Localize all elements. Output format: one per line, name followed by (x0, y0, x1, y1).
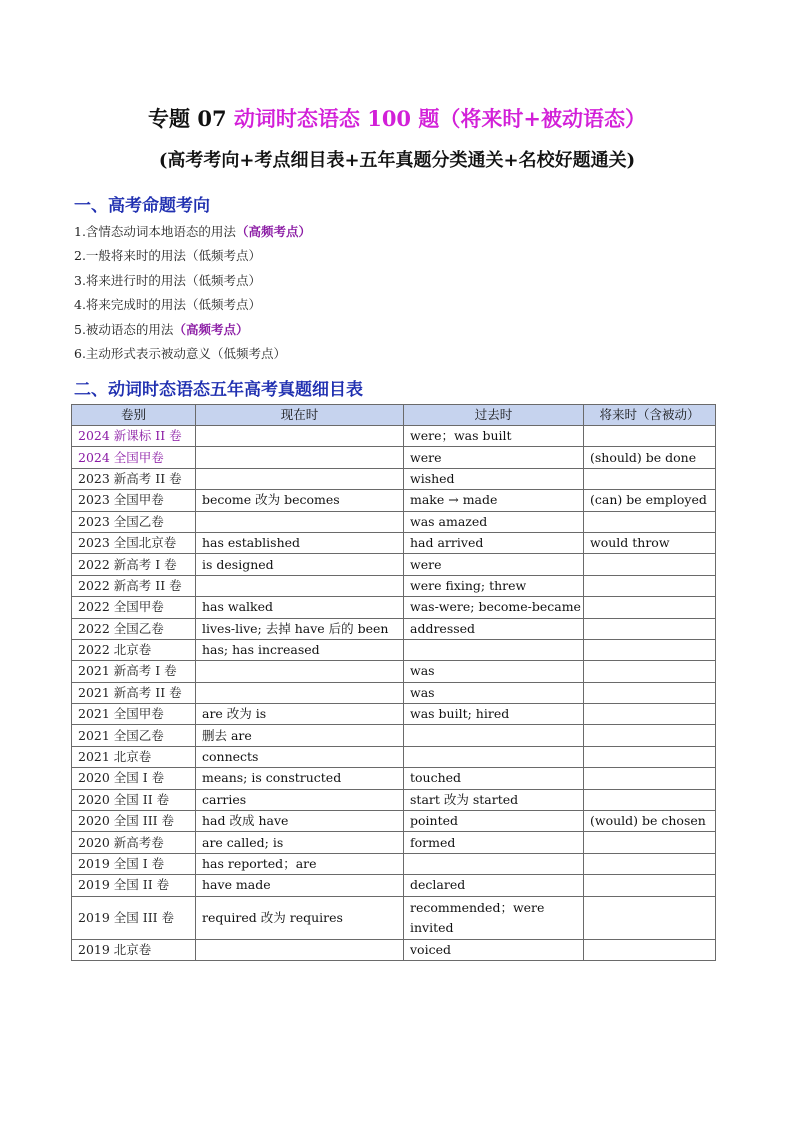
cell-paper: 2022 新高考 II 卷 (72, 575, 196, 596)
cell-past: addressed (404, 618, 584, 639)
cell-future (584, 875, 716, 896)
cell-future (584, 468, 716, 489)
cell-paper: 2022 北京卷 (72, 639, 196, 660)
cell-future: (would) be chosen (584, 811, 716, 832)
table-row (72, 939, 716, 960)
cell-past: pointed (404, 811, 584, 832)
table-row (72, 575, 716, 596)
column-header-paper: 卷别 (72, 405, 196, 426)
cell-present: lives-live; 去掉 have 后的 been (196, 618, 404, 639)
cell-past: wished (404, 468, 584, 489)
cell-past: declared (404, 875, 584, 896)
column-header-present: 现在时 (196, 405, 404, 426)
cell-past: voiced (404, 939, 584, 960)
cell-present: are called; is (196, 832, 404, 853)
exam-points-list (74, 220, 311, 366)
cell-paper: 2019 北京卷 (72, 939, 196, 960)
cell-past (404, 853, 584, 874)
exam-point-text: 6.主动形式表示被动意义 (74, 345, 211, 361)
cell-paper: 2022 新高考 I 卷 (72, 554, 196, 575)
table-row (72, 682, 716, 703)
cell-future (584, 661, 716, 682)
table-row (72, 832, 716, 853)
cell-paper: 2021 全国甲卷 (72, 704, 196, 725)
cell-paper: 2021 新高考 II 卷 (72, 682, 196, 703)
cell-future (584, 853, 716, 874)
cell-paper: 2024 新课标 II 卷 (72, 426, 196, 447)
exam-point-text: 4.将来完成时的用法 (74, 297, 186, 313)
document-title (0, 103, 794, 133)
exam-point-frequency: （低频考点） (210, 345, 286, 361)
table-row (72, 725, 716, 746)
cell-future (584, 511, 716, 532)
cell-past: start 改为 started (404, 789, 584, 810)
table-row (72, 426, 716, 447)
exam-point-text: 1.含情态动词本地语态的用法 (74, 224, 236, 239)
cell-past: recommended；were invited (404, 896, 584, 939)
cell-future (584, 682, 716, 703)
cell-paper: 2020 全国 III 卷 (72, 811, 196, 832)
table-row (72, 511, 716, 532)
cell-future (584, 746, 716, 767)
table-row (72, 532, 716, 553)
exam-point-item (74, 342, 311, 366)
cell-future (584, 768, 716, 789)
cell-paper: 2021 新高考 I 卷 (72, 661, 196, 682)
cell-present: carries (196, 789, 404, 810)
exam-point-text: 5.被动语态的用法 (74, 321, 174, 337)
cell-present: has established (196, 532, 404, 553)
cell-past: touched (404, 768, 584, 789)
cell-future (584, 575, 716, 596)
cell-paper: 2019 全国 III 卷 (72, 896, 196, 939)
section-heading-exam-directions: 一、高考命题考向 (74, 196, 210, 216)
table-row (72, 618, 716, 639)
exam-point-frequency: （高频考点） (235, 224, 311, 239)
cell-present (196, 426, 404, 447)
cell-past (404, 725, 584, 746)
exam-point-item (74, 269, 311, 293)
table-row (72, 447, 716, 468)
cell-present: required 改为 requires (196, 896, 404, 939)
cell-present: 删去 are (196, 725, 404, 746)
table-row (72, 853, 716, 874)
cell-paper: 2022 全国乙卷 (72, 618, 196, 639)
cell-paper: 2020 全国 I 卷 (72, 768, 196, 789)
column-header-past: 过去时 (404, 405, 584, 426)
cell-present (196, 939, 404, 960)
cell-past: was (404, 682, 584, 703)
exam-point-item (74, 244, 311, 268)
cell-future (584, 832, 716, 853)
table-row (72, 704, 716, 725)
cell-past (404, 746, 584, 767)
cell-paper: 2021 全国乙卷 (72, 725, 196, 746)
cell-past: was-were; become-became (404, 597, 584, 618)
cell-past: were (404, 554, 584, 575)
cell-past: was amazed (404, 511, 584, 532)
column-header-future: 将来时（含被动） (584, 405, 716, 426)
cell-future (584, 426, 716, 447)
cell-past: were (404, 447, 584, 468)
cell-future (584, 597, 716, 618)
exam-point-item (74, 318, 311, 342)
cell-past: had arrived (404, 532, 584, 553)
cell-paper: 2022 全国甲卷 (72, 597, 196, 618)
table-header-row (72, 405, 716, 426)
cell-future (584, 618, 716, 639)
cell-present: has walked (196, 597, 404, 618)
table-row (72, 661, 716, 682)
section-heading-detail-table: 二、动词时态语态五年高考真题细目表 (74, 380, 363, 400)
table-row (72, 896, 716, 939)
cell-present: has; has increased (196, 639, 404, 660)
cell-paper: 2021 北京卷 (72, 746, 196, 767)
cell-paper: 2019 全国 II 卷 (72, 875, 196, 896)
cell-future: would throw (584, 532, 716, 553)
cell-paper: 2019 全国 I 卷 (72, 853, 196, 874)
cell-present: is designed (196, 554, 404, 575)
cell-future (584, 725, 716, 746)
exam-point-frequency: （低频考点） (185, 248, 261, 264)
cell-future: (can) be employed (584, 490, 716, 511)
cell-present (196, 682, 404, 703)
cell-present: have made (196, 875, 404, 896)
cell-present: had 改成 have (196, 811, 404, 832)
cell-past: was built; hired (404, 704, 584, 725)
cell-present: has reported；are (196, 853, 404, 874)
table-row (72, 875, 716, 896)
cell-paper: 2023 全国北京卷 (72, 532, 196, 553)
cell-paper: 2023 新高考 II 卷 (72, 468, 196, 489)
table-row (72, 768, 716, 789)
cell-present (196, 511, 404, 532)
cell-present: become 改为 becomes (196, 490, 404, 511)
exam-point-item (74, 293, 311, 317)
exam-point-item (74, 220, 311, 244)
table-row (72, 597, 716, 618)
exam-point-text: 3.将来进行时的用法 (74, 272, 186, 288)
cell-future (584, 639, 716, 660)
cell-future (584, 704, 716, 725)
title-main: 动词时态语态 100 题（将来时+被动语态） (233, 106, 646, 131)
exam-point-frequency: （低频考点） (185, 272, 261, 288)
cell-future (584, 939, 716, 960)
exam-point-frequency: （高频考点） (173, 321, 249, 337)
cell-present (196, 468, 404, 489)
cell-present (196, 575, 404, 596)
table-row (72, 811, 716, 832)
exam-point-text: 2.一般将来时的用法 (74, 248, 186, 264)
cell-paper: 2020 全国 II 卷 (72, 789, 196, 810)
cell-past: was (404, 661, 584, 682)
cell-present (196, 661, 404, 682)
table-row (72, 789, 716, 810)
cell-future (584, 789, 716, 810)
cell-past (404, 639, 584, 660)
table-row (72, 490, 716, 511)
table-row (72, 639, 716, 660)
cell-future (584, 896, 716, 939)
cell-paper: 2024 全国甲卷 (72, 447, 196, 468)
cell-past: were fixing; threw (404, 575, 584, 596)
cell-present (196, 447, 404, 468)
title-prefix: 专题 07 (148, 106, 227, 131)
document-subtitle: (高考考向+考点细目表+五年真题分类通关+名校好题通关) (158, 150, 636, 171)
cell-future: (should) be done (584, 447, 716, 468)
cell-present: connects (196, 746, 404, 767)
exam-detail-table (71, 404, 716, 961)
cell-future (584, 554, 716, 575)
cell-past: make → made (404, 490, 584, 511)
cell-paper: 2020 新高考卷 (72, 832, 196, 853)
cell-paper: 2023 全国甲卷 (72, 490, 196, 511)
cell-past: were；was built (404, 426, 584, 447)
cell-present: means; is constructed (196, 768, 404, 789)
table-row (72, 554, 716, 575)
table-row (72, 468, 716, 489)
cell-present: are 改为 is (196, 704, 404, 725)
cell-paper: 2023 全国乙卷 (72, 511, 196, 532)
exam-point-frequency: （低频考点） (185, 297, 261, 313)
cell-past: formed (404, 832, 584, 853)
table-row (72, 746, 716, 767)
